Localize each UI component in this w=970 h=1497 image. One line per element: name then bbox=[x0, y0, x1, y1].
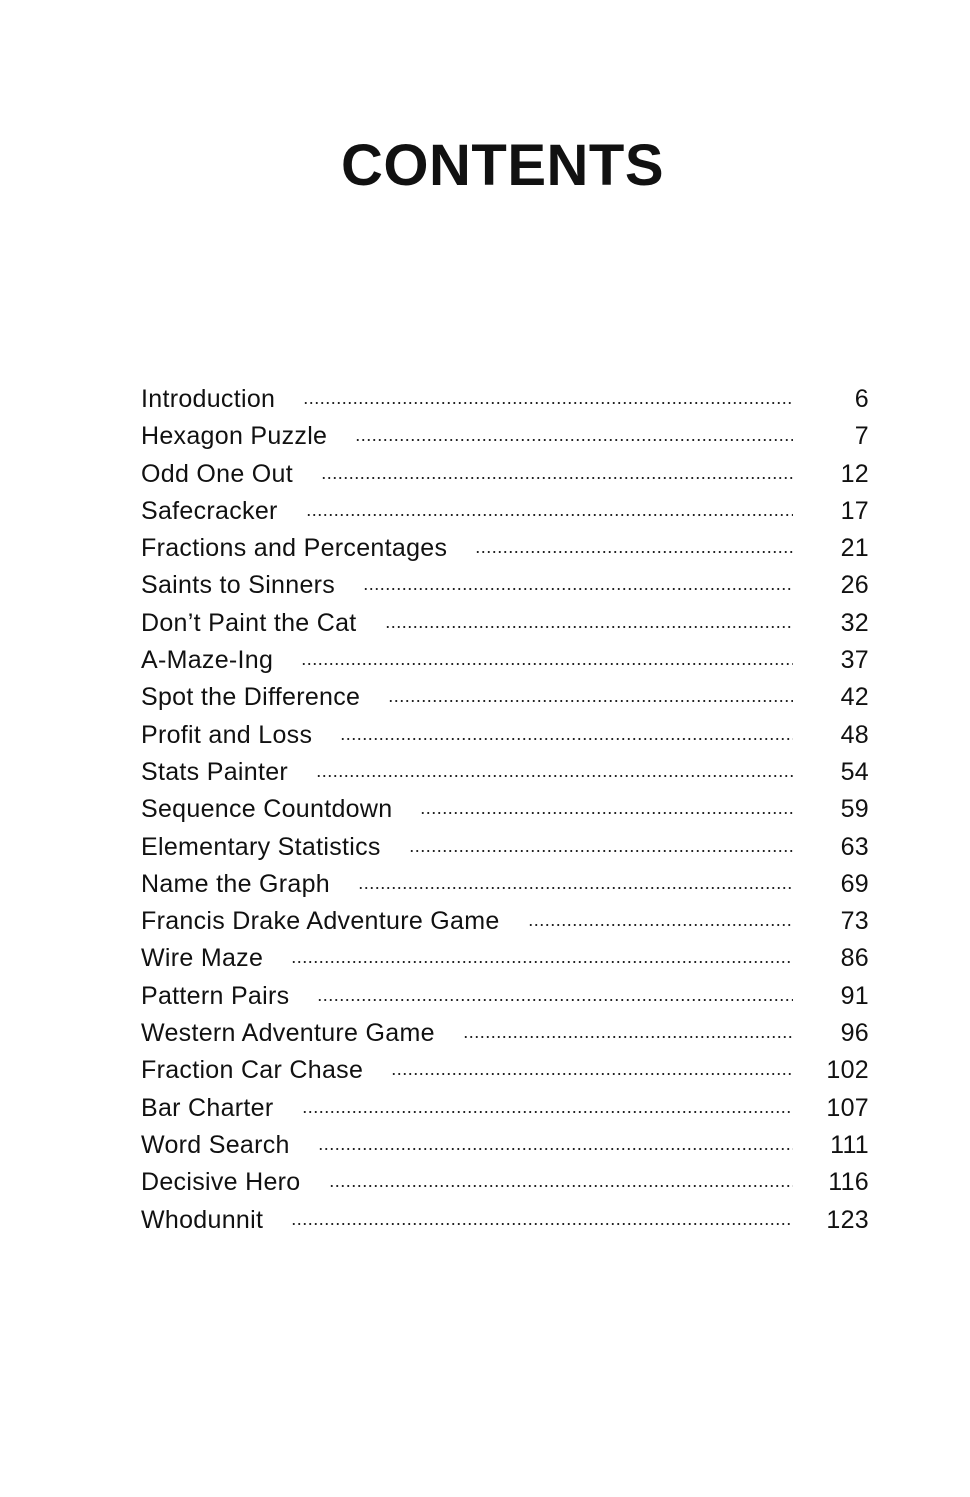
toc-entry bbox=[141, 1127, 869, 1164]
dot-leader bbox=[291, 1222, 793, 1226]
dot-leader bbox=[363, 587, 793, 591]
toc-entry-title: Elementary Statistics bbox=[141, 832, 381, 861]
toc-entry-page-number: 107 bbox=[826, 1093, 869, 1122]
toc-entry-title: Pattern Pairs bbox=[141, 981, 290, 1010]
toc-entry-page-number: 17 bbox=[840, 496, 869, 525]
dot-leader bbox=[329, 1184, 793, 1188]
toc-entry bbox=[141, 1052, 869, 1089]
dot-leader bbox=[291, 960, 793, 964]
dot-leader bbox=[318, 1147, 793, 1151]
toc-entry-page-number: 59 bbox=[840, 795, 869, 824]
toc-entry-title: Odd One Out bbox=[141, 459, 293, 488]
toc-entry bbox=[141, 642, 869, 679]
toc-entry bbox=[141, 829, 869, 866]
dot-leader bbox=[306, 513, 793, 517]
toc-entry-page-number: 48 bbox=[840, 720, 869, 749]
toc-entry-title: Saints to Sinners bbox=[141, 571, 336, 600]
toc-entry bbox=[141, 381, 869, 418]
toc-entry bbox=[141, 493, 869, 530]
toc-entry bbox=[141, 679, 869, 716]
toc-entry bbox=[141, 717, 869, 754]
toc-entry-page-number: 111 bbox=[830, 1130, 869, 1159]
dot-leader bbox=[420, 811, 793, 815]
toc-entry-title: Stats Painter bbox=[141, 757, 289, 786]
dot-leader bbox=[355, 438, 793, 442]
toc-entry-page-number: 6 bbox=[854, 385, 869, 413]
toc-entry-page-number: 54 bbox=[840, 757, 869, 786]
dot-leader bbox=[385, 625, 793, 629]
toc-entry-page-number: 69 bbox=[840, 869, 869, 898]
toc-entry-title: Hexagon Puzzle bbox=[141, 422, 328, 451]
toc-entry bbox=[141, 1202, 869, 1239]
dot-leader bbox=[301, 662, 793, 666]
toc-entry-title: Bar Charter bbox=[141, 1093, 274, 1122]
dot-leader bbox=[463, 1035, 793, 1039]
toc-entry-title: Francis Drake Adventure Game bbox=[141, 907, 500, 936]
dot-leader bbox=[302, 1110, 793, 1114]
toc-entry-title: Fraction Car Chase bbox=[141, 1056, 364, 1085]
toc-entry bbox=[141, 978, 869, 1015]
toc-entry-title: Western Adventure Game bbox=[141, 1019, 435, 1048]
toc-entry-title: Wire Maze bbox=[141, 944, 264, 973]
toc-entry-page-number: 21 bbox=[840, 534, 869, 563]
toc-entry bbox=[141, 903, 869, 940]
toc-entry-page-number: 42 bbox=[840, 683, 869, 712]
toc-entry bbox=[141, 866, 869, 903]
toc-entry bbox=[141, 418, 869, 455]
dot-leader bbox=[475, 550, 793, 554]
toc-entry bbox=[141, 456, 869, 493]
toc-entry-page-number: 63 bbox=[840, 832, 869, 861]
toc-entry-title: Introduction bbox=[141, 385, 276, 413]
toc-entry-page-number: 7 bbox=[854, 422, 869, 451]
dot-leader bbox=[388, 699, 793, 703]
toc-entry-page-number: 116 bbox=[828, 1168, 869, 1197]
toc-entry-page-number: 73 bbox=[840, 907, 869, 936]
toc-entry-title: Profit and Loss bbox=[141, 720, 313, 749]
toc-entry-title: Sequence Countdown bbox=[141, 795, 393, 824]
toc-entry-page-number: 86 bbox=[840, 944, 869, 973]
toc-entry-page-number: 37 bbox=[840, 646, 869, 675]
toc-entry bbox=[141, 567, 869, 604]
toc-entry bbox=[141, 530, 869, 567]
toc-entry bbox=[141, 1090, 869, 1127]
toc-entry-title: Whodunnit bbox=[141, 1205, 264, 1234]
toc-entry-title: Spot the Difference bbox=[141, 683, 361, 712]
page-title: CONTENTS bbox=[341, 133, 664, 198]
toc-entry-page-number: 32 bbox=[840, 608, 869, 637]
toc-entry-title: Fractions and Percentages bbox=[141, 534, 448, 563]
table-of-contents bbox=[141, 381, 869, 1239]
toc-entry-page-number: 123 bbox=[826, 1205, 869, 1234]
toc-entry bbox=[141, 791, 869, 828]
dot-leader bbox=[316, 774, 793, 778]
toc-entry-page-number: 91 bbox=[840, 981, 869, 1010]
dot-leader bbox=[340, 737, 793, 741]
toc-entry-page-number: 96 bbox=[840, 1019, 869, 1048]
toc-entry-page-number: 102 bbox=[826, 1056, 869, 1085]
toc-entry-title: Name the Graph bbox=[141, 869, 331, 898]
dot-leader bbox=[358, 886, 793, 890]
dot-leader bbox=[391, 1072, 793, 1076]
toc-entry-page-number: 12 bbox=[840, 459, 869, 488]
toc-entry bbox=[141, 940, 869, 977]
dot-leader bbox=[321, 476, 793, 480]
dot-leader bbox=[528, 923, 793, 927]
toc-entry-title: Don’t Paint the Cat bbox=[141, 608, 357, 637]
dot-leader bbox=[317, 998, 793, 1002]
dot-leader bbox=[409, 849, 793, 853]
toc-entry-title: Safecracker bbox=[141, 496, 278, 525]
toc-entry bbox=[141, 605, 869, 642]
toc-entry-page-number: 26 bbox=[840, 571, 869, 600]
dot-leader bbox=[303, 401, 793, 405]
toc-entry-title: Word Search bbox=[141, 1130, 290, 1159]
toc-entry bbox=[141, 754, 869, 791]
toc-entry bbox=[141, 1164, 869, 1201]
toc-entry-title: A-Maze-Ing bbox=[141, 646, 274, 675]
toc-entry-title: Decisive Hero bbox=[141, 1168, 301, 1197]
toc-entry bbox=[141, 1015, 869, 1052]
